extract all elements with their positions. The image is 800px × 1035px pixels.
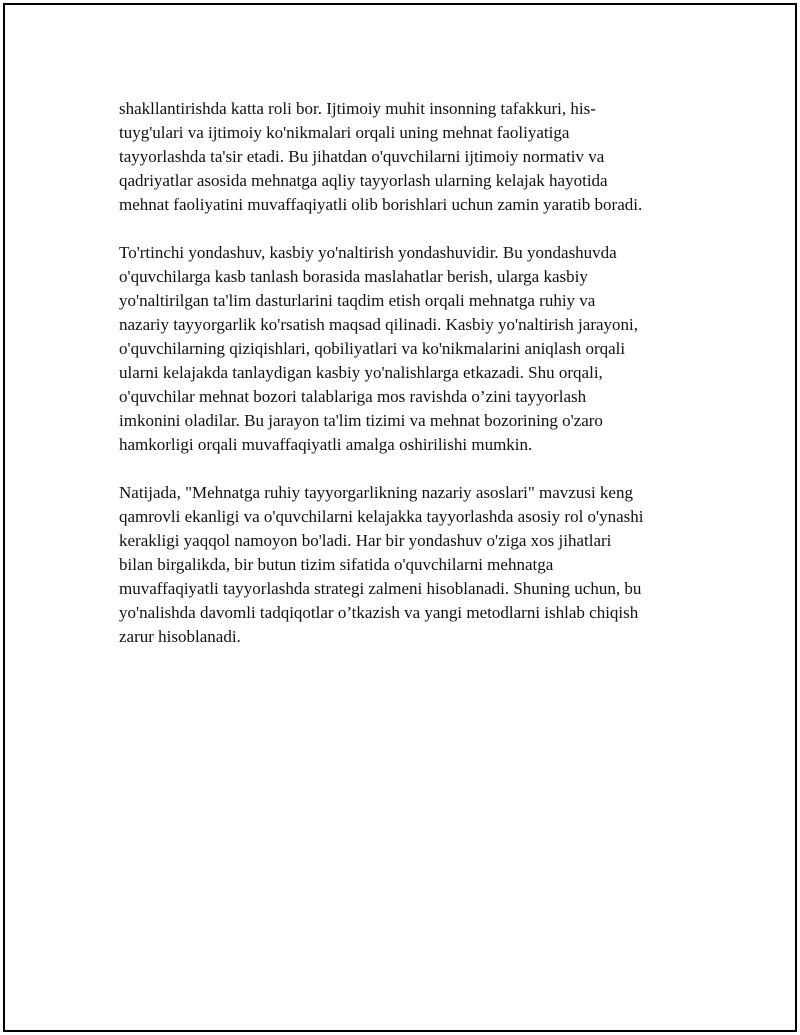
text-line: bilan birgalikda, bir butun tizim sifatida o'quvchilarni mehnatga: [119, 555, 554, 574]
text-line: tayyorlashda ta'sir etadi. Bu jihatdan o'quvchilarni ijtimoiy normativ va: [119, 147, 605, 166]
text-line: nazariy tayyorgarlik ko'rsatish maqsad qilinadi. Kasbiy yo'naltirish jarayoni,: [119, 315, 638, 334]
text-line: muvaffaqiyatli tayyorlashda strategi zalmeni hisoblanadi. Shuning uchun, bu: [119, 579, 642, 598]
document-body: [119, 97, 699, 673]
text-line: qadriyatlar asosida mehnatga aqliy tayyorlash ularning kelajak hayotida: [119, 171, 608, 190]
text-line: zarur hisoblanadi.: [119, 627, 241, 646]
text-line: yo'nalishda davomli tadqiqotlar o’tkazish va yangi metodlarni ishlab chiqish: [119, 603, 639, 622]
text-line: o'quvchilarga kasb tanlash borasida maslahatlar berish, ularga kasbiy: [119, 267, 588, 286]
text-line: mehnat faoliyatini muvaffaqiyatli olib borishlari uchun zamin yaratib boradi.: [119, 195, 643, 214]
text-line: o'quvchilar mehnat bozori talablariga mos ravishda o’zini tayyorlash: [119, 387, 587, 406]
text-line: ularni kelajakda tanlaydigan kasbiy yo'nalishlarga etkazadi. Shu orqali,: [119, 363, 603, 382]
text-line: tuyg'ulari va ijtimoiy ko'nikmalari orqali uning mehnat faoliyatiga: [119, 123, 570, 142]
paragraph-conclusion: [119, 481, 699, 649]
text-line: shakllantirishda katta roli bor. Ijtimoiy muhit insonning tafakkuri, his-: [119, 99, 596, 118]
text-line: kerakligi yaqqol namoyon bo'ladi. Har bir yondashuv o'ziga xos jihatlari: [119, 531, 612, 550]
paragraph-career-guidance: [119, 241, 699, 457]
text-line: Natijada, "Mehnatga ruhiy tayyorgarlikning nazariy asoslari" mavzusi keng: [119, 483, 633, 502]
text-line: imkonini oladilar. Bu jarayon ta'lim tizimi va mehnat bozorining o'zaro: [119, 411, 603, 430]
text-line: o'quvchilarning qiziqishlari, qobiliyatlari va ko'nikmalarini aniqlash orqali: [119, 339, 626, 358]
paragraph-social-environment: [119, 97, 699, 217]
text-line: qamrovli ekanligi va o'quvchilarni kelajakka tayyorlashda asosiy rol o'ynashi: [119, 507, 644, 526]
text-line: hamkorligi orqali muvaffaqiyatli amalga oshirilishi mumkin.: [119, 435, 533, 454]
text-line: yo'naltirilgan ta'lim dasturlarini taqdim etish orqali mehnatga ruhiy va: [119, 291, 596, 310]
document-page: [3, 3, 797, 1032]
text-line: To'rtinchi yondashuv, kasbiy yo'naltirish yondashuvidir. Bu yondashuvda: [119, 243, 617, 262]
